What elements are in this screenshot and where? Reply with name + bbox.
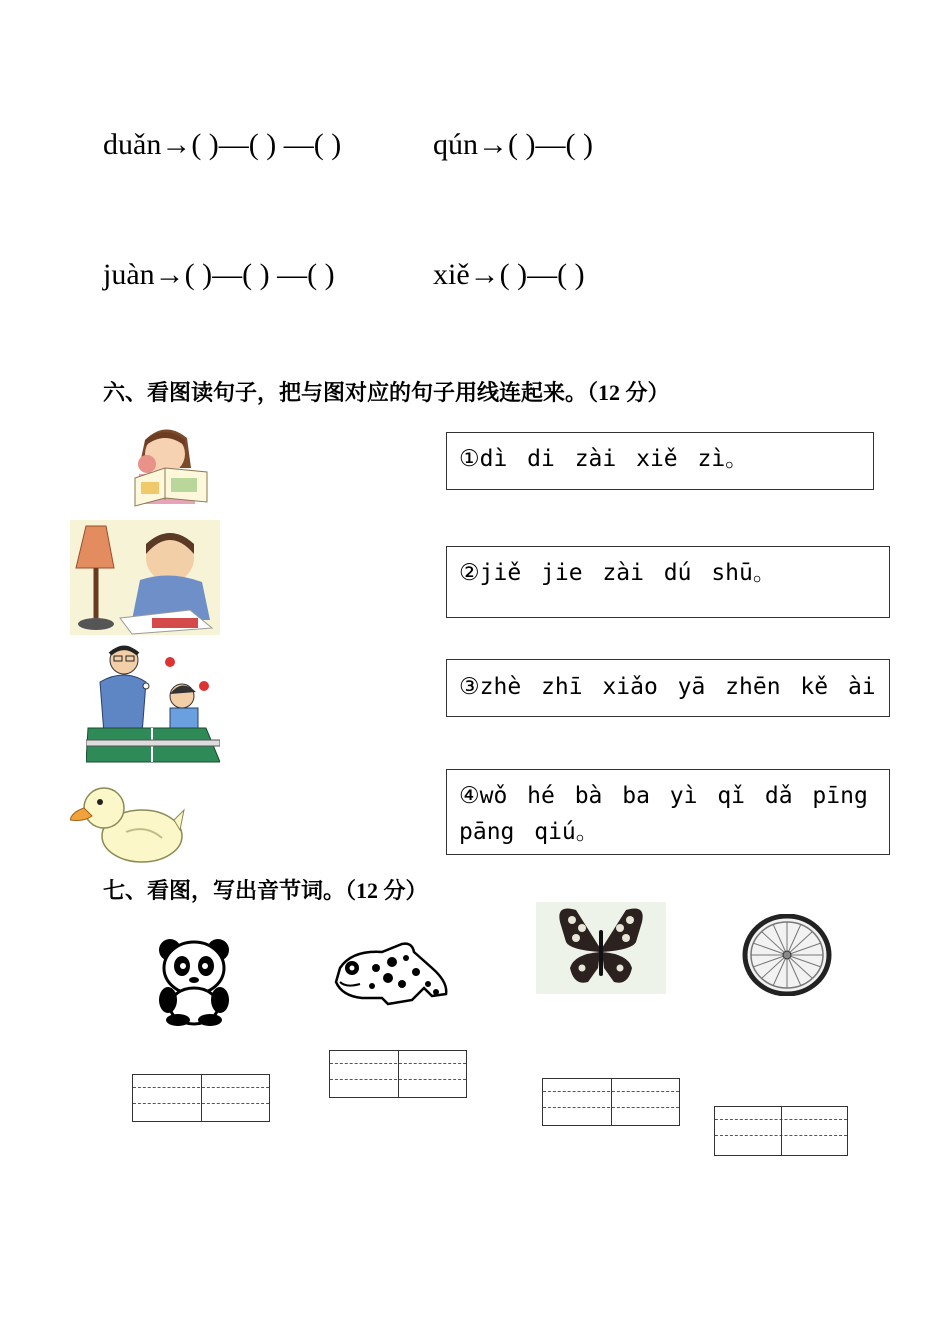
ping-pong-players-icon	[86, 642, 220, 768]
panda-icon	[156, 938, 232, 1026]
pinyin-row-1-left: duǎn→( )—( ) —( )	[103, 128, 342, 161]
sentence-box-2: ②jiě jie zài dú shū。	[446, 546, 890, 618]
writing-grid-wheel[interactable]	[714, 1106, 848, 1156]
section-6-title: 六、看图读句子，把与图对应的句子用线连起来。（12 分）	[103, 380, 670, 405]
sentence-box-3: ③zhè zhī xiǎo yā zhēn kě ài	[446, 659, 890, 717]
writing-grid-butterfly[interactable]	[542, 1078, 680, 1126]
writing-grid-panda[interactable]	[132, 1074, 270, 1122]
pinyin-row-2-right: xiě→( )—( )	[433, 258, 585, 291]
girl-reading-icon	[115, 420, 215, 508]
section-7-title: 七、看图，写出音节词。（12 分）	[103, 878, 428, 903]
sentence-box-1: ①dì di zài xiě zì。	[446, 432, 874, 490]
pinyin-row-1-right: qún→( )—( )	[433, 128, 593, 161]
writing-grid-frog[interactable]	[329, 1050, 467, 1098]
duck-icon	[70, 780, 185, 868]
wheel-icon	[742, 914, 832, 996]
boy-writing-at-lamp-icon	[70, 520, 220, 635]
butterfly-icon	[536, 902, 666, 994]
pinyin-row-2-left: juàn→( )—( ) —( )	[103, 258, 335, 291]
sentence-box-4: ④wǒ hé bà ba yì qǐ dǎ pīng pāng qiú。	[446, 769, 890, 855]
frog-icon	[332, 938, 452, 1018]
